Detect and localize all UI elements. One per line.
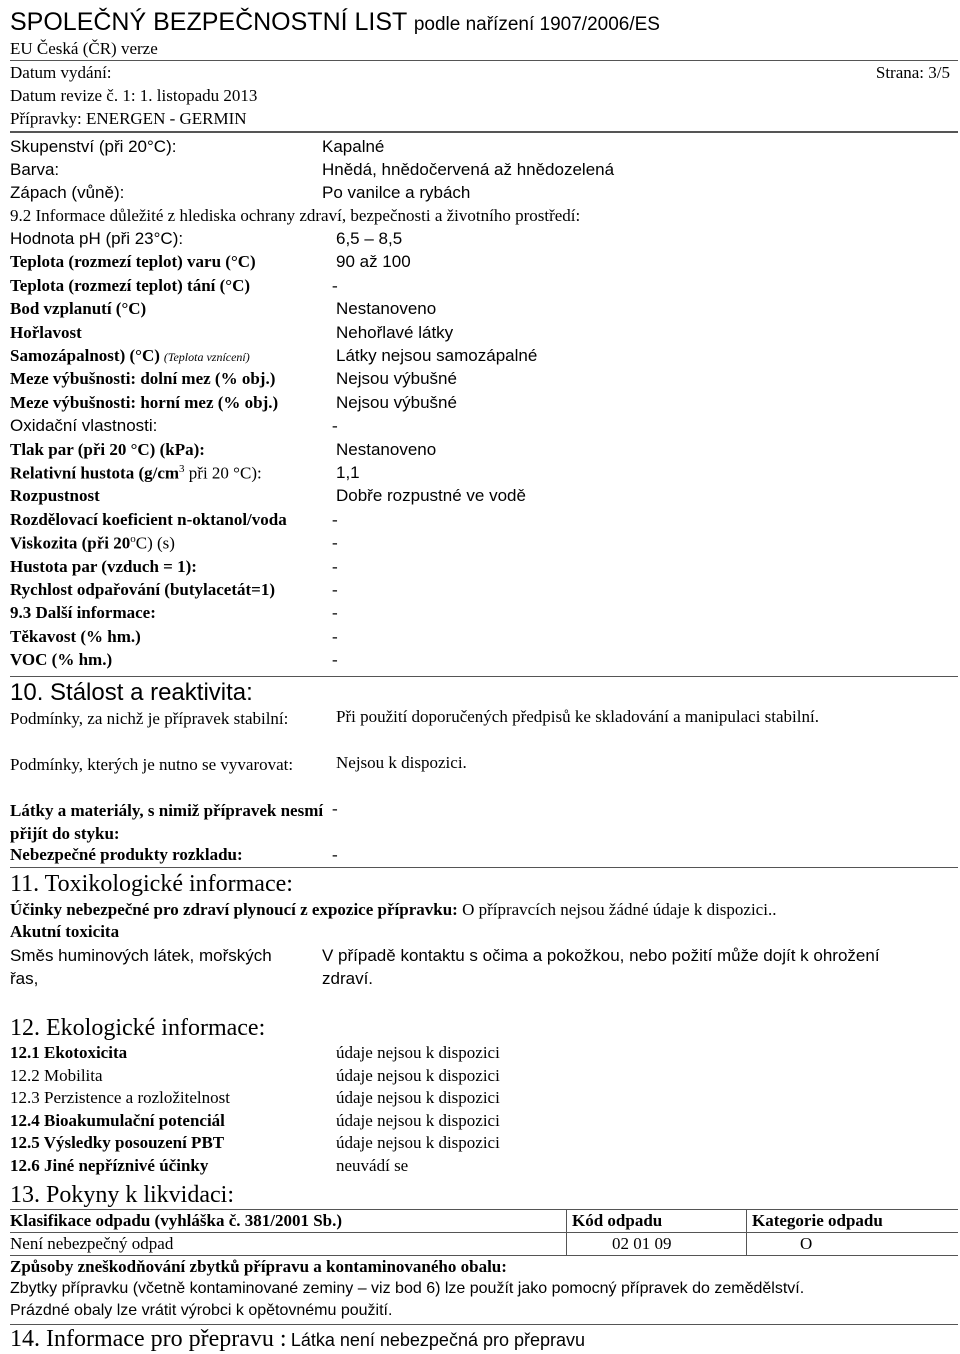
s12-row-value: údaje nejsou k dispozici bbox=[336, 1043, 500, 1062]
s92-label-text: Samozápalnost) (°C) bbox=[10, 346, 160, 365]
s11-mix-label: Směs huminových látek, mořských řas, bbox=[10, 946, 272, 988]
section-14-heading: 14. Informace pro přepravu : bbox=[10, 1326, 287, 1352]
odor-label: Zápach (vůně): bbox=[10, 183, 125, 202]
s92-label-text: Hustota par (vzduch = 1): bbox=[10, 556, 197, 576]
waste-col-classification: Klasifikace odpadu (vyhláška č. 381/2001 Sb.) bbox=[10, 1211, 343, 1230]
s92-row-label bbox=[10, 346, 250, 366]
state-value: Kapalné bbox=[322, 137, 385, 156]
waste-row-classification: Není nebezpečný odpad bbox=[10, 1234, 174, 1253]
s92-label-note: (Teplota vznícení) bbox=[163, 350, 250, 364]
sds-title bbox=[10, 8, 660, 37]
s92-row-value: - bbox=[332, 533, 338, 553]
s92-label-text: Viskozita (při 20 bbox=[10, 533, 131, 553]
s92-label-text: Meze výbušnosti: dolní mez (% obj.) bbox=[10, 369, 276, 389]
s92-row-value: - bbox=[332, 556, 338, 576]
section-14-row bbox=[10, 1326, 585, 1353]
s92-row-label bbox=[10, 533, 175, 554]
header-bottom-divider bbox=[10, 131, 958, 133]
s92-label-text: Rozdělovací koeficient n-oktanol/voda bbox=[10, 509, 287, 529]
section-12-heading: 12. Ekologické informace: bbox=[10, 1015, 266, 1041]
version-label: EU Česká (ČR) verze bbox=[10, 39, 158, 58]
s92-row-label bbox=[10, 229, 183, 249]
s92-row-value: Dobře rozpustné ve vodě bbox=[336, 486, 526, 506]
s92-row-value: - bbox=[332, 416, 338, 436]
s92-label-text: Rozpustnost bbox=[10, 486, 100, 506]
s11-mix-value: V případě kontaktu s očima a pokožkou, nebo požití může dojít k ohrožení zdraví. bbox=[322, 946, 880, 988]
s92-row-value: Nejsou výbušné bbox=[336, 392, 457, 412]
s92-row-label bbox=[10, 557, 197, 577]
s92-row-value: - bbox=[332, 603, 338, 623]
s92-row-label bbox=[10, 510, 287, 530]
s11-effects bbox=[10, 900, 776, 920]
section-11-divider bbox=[10, 867, 958, 868]
section-9-2-heading: 9.2 Informace důležité z hlediska ochrany zdraví, bezpečnosti a životního prostředí: bbox=[10, 206, 581, 225]
waste-row-code: 02 01 09 bbox=[612, 1234, 672, 1253]
s92-label-after: C) (s) bbox=[135, 533, 175, 553]
s92-label-text: VOC (% hm.) bbox=[10, 650, 113, 670]
s10-value-1: Nejsou k dispozici. bbox=[336, 753, 467, 772]
s13-methods-line1: Zbytky přípravku (včetně kontaminované zeminy – viz bod 6) lze použít jako pomocný přípravek do zemědělství. bbox=[10, 1280, 805, 1297]
s92-label-text: Teplota (rozmezí teplot) varu (°C) bbox=[10, 252, 256, 272]
s92-row-label bbox=[10, 252, 256, 272]
s92-row-label bbox=[10, 276, 250, 296]
s92-row-value: 6,5 – 8,5 bbox=[336, 229, 403, 248]
s12-row-value: údaje nejsou k dispozici bbox=[336, 1088, 500, 1107]
s92-label-text: Rychlost odpařování (butylacetát=1) bbox=[10, 580, 276, 599]
issue-date-label: Datum vydání: bbox=[10, 63, 112, 82]
color-value: Hnědá, hnědočervená až hnědozelená bbox=[322, 160, 615, 179]
color-label: Barva: bbox=[10, 160, 60, 179]
s92-label-text: 9.3 Další informace: bbox=[10, 603, 156, 623]
s92-row-label bbox=[10, 463, 262, 484]
state-label: Skupenství (při 20°C): bbox=[10, 137, 177, 156]
section-10-divider bbox=[10, 676, 958, 677]
regulation-ref: podle nařízení 1907/2006/ES bbox=[413, 14, 660, 35]
s11-acute-label: Akutní toxicita bbox=[10, 922, 120, 941]
waste-col-category: Kategorie odpadu bbox=[752, 1211, 883, 1230]
section-14-divider bbox=[10, 1324, 958, 1325]
s10-value-3: - bbox=[332, 845, 338, 864]
s92-row-label bbox=[10, 416, 157, 436]
s92-row-value: Nejsou výbušné bbox=[336, 369, 457, 389]
s10-label-0: Podmínky, za nichž je přípravek stabilní: bbox=[10, 709, 289, 728]
s92-row-value: - bbox=[332, 509, 338, 529]
s12-row-label: 12.6 Jiné nepříznivé účinky bbox=[10, 1155, 209, 1175]
s92-row-value: - bbox=[332, 275, 338, 295]
s12-row-label: 12.4 Bioakumulační potenciál bbox=[10, 1110, 225, 1130]
waste-col-code: Kód odpadu bbox=[572, 1211, 663, 1230]
s92-label-text: Hořlavost bbox=[10, 322, 82, 342]
s12-row-value: neuvádí se bbox=[336, 1155, 409, 1175]
s92-row-label bbox=[10, 603, 156, 623]
s92-row-value: Nestanoveno bbox=[336, 439, 437, 459]
revision-date: Datum revize č. 1: 1. listopadu 2013 bbox=[10, 86, 258, 105]
s11-effects-value: O přípravcích nejsou žádné údaje k dispozici.. bbox=[457, 900, 777, 919]
s92-label-sup: o bbox=[130, 533, 136, 546]
s92-row-value: 1,1 bbox=[336, 463, 360, 482]
s92-row-label bbox=[10, 650, 112, 670]
section-10-heading: 10. Stálost a reaktivita: bbox=[10, 679, 253, 706]
s92-label-text: Těkavost (% hm.) bbox=[10, 626, 141, 646]
s12-row-label: 12.3 Perzistence a rozložitelnost bbox=[10, 1088, 230, 1107]
s10-value-0: Při použití doporučených předpisů ke skladování a manipulaci stabilní. bbox=[336, 707, 819, 726]
s10-label-3: Nebezpečné produkty rozkladu: bbox=[10, 845, 243, 864]
product-name: Přípravky: ENERGEN - GERMIN bbox=[10, 109, 247, 128]
s12-row-value: údaje nejsou k dispozici bbox=[336, 1110, 500, 1130]
s92-label-text: Relativní hustota (g/cm bbox=[10, 463, 180, 483]
s10-value-2: - bbox=[332, 799, 338, 818]
section-14-value: Látka není nebezpečná pro přepravu bbox=[290, 1330, 586, 1350]
s13-table-top-border bbox=[10, 1209, 958, 1210]
s12-row-label: 12.1 Ekotoxicita bbox=[10, 1043, 128, 1062]
s10-label-2: Látky a materiály, s nimiž přípravek nesmí přijít do styku: bbox=[10, 801, 324, 843]
s92-row-label bbox=[10, 299, 146, 319]
s92-label-after: při 20 °C): bbox=[184, 463, 262, 483]
s92-row-label bbox=[10, 440, 205, 460]
s92-row-label bbox=[10, 627, 141, 647]
s13-table-bottom-border bbox=[10, 1255, 958, 1256]
s92-row-value: - bbox=[332, 580, 338, 599]
s13-methods-label: Způsoby zneškodňování zbytků přípravu a kontaminovaného obalu: bbox=[10, 1257, 507, 1276]
s12-row-value: údaje nejsou k dispozici bbox=[336, 1133, 500, 1152]
section-13-heading: 13. Pokyny k likvidaci: bbox=[10, 1182, 234, 1208]
s92-row-value: Nestanoveno bbox=[336, 299, 437, 319]
s92-row-value: 90 až 100 bbox=[336, 252, 411, 272]
document-title: SPOLEČNÝ BEZPEČNOSTNÍ LIST bbox=[10, 8, 407, 36]
s92-label-text: Teplota (rozmezí teplot) tání (°C) bbox=[10, 275, 251, 295]
page-number: Strana: 3/5 bbox=[875, 63, 950, 82]
s12-row-label: 12.2 Mobilita bbox=[10, 1065, 103, 1085]
s92-row-label bbox=[10, 323, 82, 343]
s92-label-text: Hodnota pH (při 23°C): bbox=[10, 229, 184, 248]
s92-label-text: Tlak par (při 20 °C) (kPa): bbox=[10, 439, 205, 459]
s92-label-sup: 3 bbox=[179, 463, 185, 475]
s13-methods-line2: Prázdné obaly lze vrátit výrobci k opětovnému použití. bbox=[10, 1302, 393, 1319]
s92-row-label bbox=[10, 369, 275, 389]
s92-row-label bbox=[10, 580, 275, 600]
s92-row-label bbox=[10, 393, 278, 413]
waste-row-category: O bbox=[800, 1234, 813, 1253]
section-11-heading: 11. Toxikologické informace: bbox=[10, 871, 293, 897]
s12-row-label: 12.5 Výsledky posouzení PBT bbox=[10, 1133, 225, 1152]
s92-row-value: Nehořlavé látky bbox=[336, 322, 454, 342]
s92-label-text: Meze výbušnosti: horní mez (% obj.) bbox=[10, 392, 279, 412]
s12-row-value: údaje nejsou k dispozici bbox=[336, 1065, 500, 1085]
s10-label-1: Podmínky, kterých je nutno se vyvarovat: bbox=[10, 755, 294, 774]
s11-effects-label: Účinky nebezpečné pro zdraví plynoucí z expozice přípravku: bbox=[10, 900, 458, 919]
s92-row-label bbox=[10, 486, 100, 506]
s13-table-mid-border bbox=[10, 1232, 958, 1233]
header-divider bbox=[10, 60, 958, 61]
s92-row-value: Látky nejsou samozápalné bbox=[336, 346, 538, 365]
s92-row-value: - bbox=[332, 626, 338, 646]
s92-label-text: Oxidační vlastnosti: bbox=[10, 416, 158, 436]
odor-value: Po vanilce a rybách bbox=[322, 183, 471, 202]
s92-label-text: Bod vzplanutí (°C) bbox=[10, 299, 147, 319]
s92-row-value: - bbox=[332, 650, 338, 670]
